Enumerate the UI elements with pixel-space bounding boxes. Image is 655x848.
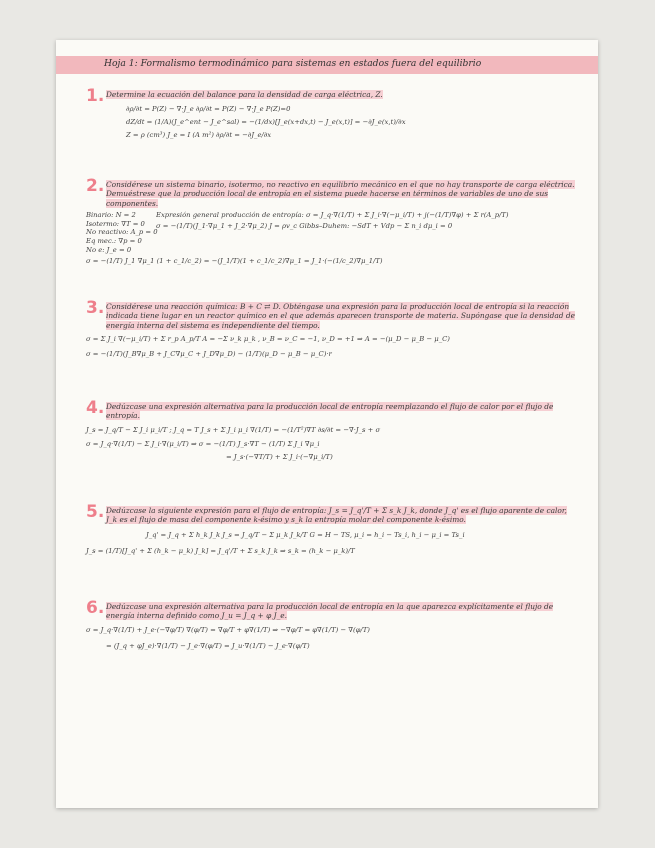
equation-line: σ = Σ J_i ∇(−μ_i/T) + Σ r_p A_p/T A = −Σ ν_k μ_k , ν_B = ν_C = −1, ν_D = +1 ⇒ A = −(μ_D − μ_B − μ_C) bbox=[86, 335, 450, 344]
statement-text: Dedúzcase una expresión alternativa para la producción local de entropía reemplazando el flujo de calor por el flujo de entropía. bbox=[106, 402, 554, 421]
exercise-6 bbox=[86, 598, 576, 651]
assumption: No e: J_e = 0 bbox=[86, 245, 132, 254]
equation-line: σ = J_q·∇(1/T) + J_e·(−∇φ/T) ∇(φ/T) = ∇φ/T + φ∇(1/T) ⇒ −∇φ/T = φ∇(1/T) − ∇(φ/T) bbox=[86, 625, 370, 634]
assumption: Binario: N = 2 bbox=[86, 211, 136, 220]
statement-text: Determine la ecuación del balance para la densidad de carga eléctrica, Z. bbox=[106, 90, 383, 99]
exercise-statement bbox=[106, 602, 576, 621]
exercise-statement bbox=[106, 180, 576, 208]
exercise-2 bbox=[86, 176, 576, 266]
exercise-number: 5. bbox=[86, 502, 105, 522]
equation-line: J_s = J_q/T − Σ J_i μ_i/T ; J_q = T J_s + Σ J_i μ_i ∇(1/T) = −(1/T²)∇T ∂s/∂t = −∇·J_s + σ bbox=[86, 425, 381, 434]
exercise-3 bbox=[86, 298, 576, 358]
exercise-number: 4. bbox=[86, 398, 105, 418]
exercise-work bbox=[86, 426, 576, 462]
equation-line: Z = ρ (cm³) J_e = I (A m²) ∂ρ/∂t = −∂J_e/∂x bbox=[126, 130, 272, 139]
equation-line: = (J_q + φJ_e)·∇(1/T) − J_e·∇(φ/T) = J_u·∇(1/T) − J_e·∇(φ/T) bbox=[106, 642, 310, 651]
equation-line: σ = J_q·∇(1/T) − Σ J_i·∇(μ_i/T) ⇒ σ = −(1/T) J_s·∇T − (1/T) Σ J_i ∇μ_i bbox=[86, 440, 320, 449]
exercise-work bbox=[86, 335, 576, 358]
exercise-statement bbox=[106, 506, 576, 525]
exercise-number: 3. bbox=[86, 298, 105, 318]
notebook-page bbox=[56, 40, 598, 808]
exercise-work bbox=[86, 211, 576, 254]
equation-line: dZ/dt = (1/A)(J_e^ent − J_e^sal) = −(1/dx)[J_e(x+dx,t) − J_e(x,t)] = −∂J_e(x,t)/∂x bbox=[126, 118, 406, 126]
assumption: Isotermo: ∇T = 0 bbox=[86, 219, 145, 228]
equation-line: σ = −(1/T)(J_1·∇μ_1 + J_2·∇μ_2) J = ρv_c Gibbs–Duhem: −SdT + Vdp − Σ n_i dμ_i = 0 bbox=[156, 221, 453, 230]
exercise-work bbox=[86, 626, 576, 651]
equation-line: = J_s·(−∇T/T) + Σ J_i·(−∇μ_i/T) bbox=[226, 453, 333, 461]
statement-text: Dedúzcase la siguiente expresión para el flujo de entropía: J_s = J_q'/T + Σ s_k J_k, donde J_q' es el flujo aparente de calor, J_k es el flujo de masa del componente k-ésimo y s_k la entropía molar del componente k-ésimo. bbox=[106, 506, 567, 525]
exercise-5 bbox=[86, 502, 576, 556]
equation-line: σ = −(1/T) J_1 ∇μ_1 (1 + c_1/c_2) = −(J_1/T)(1 + c_1/c_2)∇μ_1 = J_1·(−(1/c_2)∇μ_1/T) bbox=[86, 257, 383, 266]
assumption: No reactivo: A_p = 0 bbox=[86, 228, 158, 237]
statement-text: Dedúzcase una expresión alternativa para la producción local de entropía en la que aparezca explícitamente el flujo de energía interna definido como J_u = J_q + φ J_e. bbox=[106, 602, 554, 621]
exercise-statement bbox=[106, 302, 576, 330]
page-title: Hoja 1: Formalismo termodinámico para sistemas en estados fuera del equilibrio bbox=[104, 58, 482, 69]
equation-line: σ = −(1/T)(J_B∇μ_B + J_C∇μ_C + J_D∇μ_D) − (1/T)(μ_D − μ_B − μ_C)·r bbox=[86, 349, 332, 358]
equation-line: Expresión general producción de entropía: σ = J_q·∇(1/T) + Σ J_i·∇(−μ_i/T) + j(−(1/T)∇φ) + Σ r(A_p/T) bbox=[156, 211, 509, 220]
exercise-statement bbox=[106, 402, 576, 421]
assumptions-list bbox=[86, 211, 158, 254]
exercise-number: 1. bbox=[86, 86, 105, 106]
exercise-number: 2. bbox=[86, 176, 105, 196]
exercise-number: 6. bbox=[86, 598, 105, 618]
statement-text: Considérese un sistema binario, isotermo, no reactivo en equilibrio mecánico en el que no hay transporte de carga eléctrica. Demuéstrese que la producción local de entropía en el sistema puede hacerse en términos de variables de uno de sus componentes. bbox=[106, 180, 575, 208]
equation-line: J_q' = J_q + Σ h_k J_k J_s = J_q/T − Σ μ_k J_k/T G = H − TS, μ_i = h_i − Ts_i, h_i − μ_i = Ts_i bbox=[146, 530, 465, 539]
derivation bbox=[156, 211, 576, 254]
assumption: Eq mec.: ∇p = 0 bbox=[86, 237, 142, 245]
exercise-work bbox=[86, 531, 576, 556]
exercise-work bbox=[126, 105, 576, 139]
exercise-1 bbox=[86, 86, 576, 139]
exercise-statement bbox=[106, 90, 576, 99]
equation-line: J_s = (1/T)[J_q' + Σ (h_k − μ_k) J_k] = J_q'/T + Σ s_k J_k ⇒ s_k = (h_k − μ_k)/T bbox=[86, 547, 355, 556]
statement-text: Considérese una reacción química: B + C ⇄ D. Obténgase una expresión para la producción local de entropía si la reacción indicada tiene lugar en un reactor químico en el que además aparecen transporte de materia. Supóngase que la densidad de energía interna del sistema es independiente del tiempo. bbox=[106, 302, 575, 330]
exercise-4 bbox=[86, 398, 576, 462]
equation-line: ∂ρ/∂t = P(Z) − ∇·J_e ∂ρ/∂t = P(Z) − ∇·J_e P(Z)=0 bbox=[126, 105, 291, 114]
